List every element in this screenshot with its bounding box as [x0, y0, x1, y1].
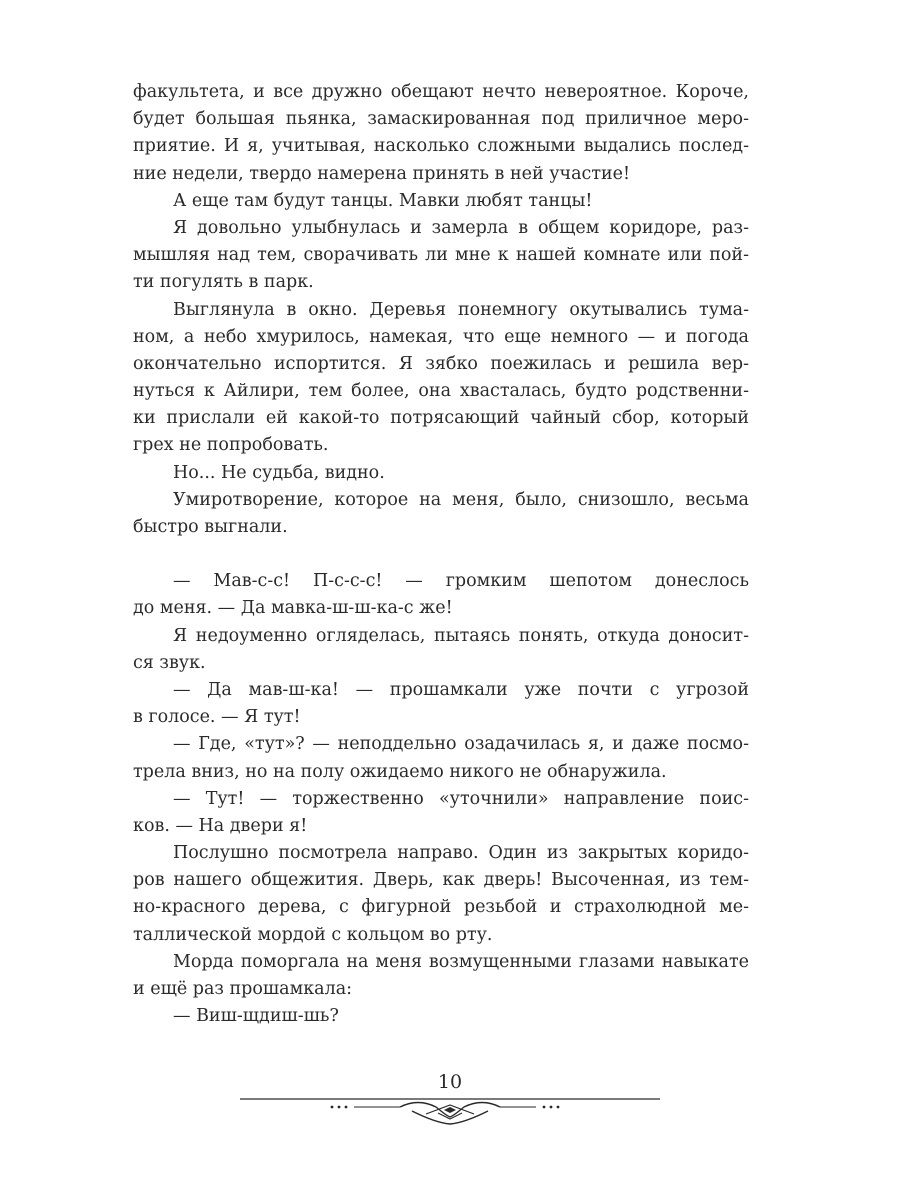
text-line: Выглянула в окно. Деревья понемногу окутывались тума- [173, 299, 749, 320]
text-line: Послушно посмотрела направо. Один из закрытых коридо- [173, 843, 749, 864]
body-text [133, 79, 749, 1030]
text-line: трела вниз, но на полу ожидаемо никого не обнаружила. [133, 761, 667, 782]
section-break [133, 541, 749, 568]
text-line: ся звук. [133, 652, 206, 673]
text-line: в голосе. — Я тут! [133, 707, 301, 728]
text-line: — Виш-щдиш-шь? [173, 1006, 339, 1027]
text-line: Умиротворение, которое на меня, было, снизошло, весьма [173, 489, 749, 510]
text-line: нуться к Айлири, тем более, она хвасталась, будто родственни- [133, 381, 749, 402]
text-line: но-красного дерева, с фигурной резьбой и страхолюдной ме- [133, 897, 749, 918]
text-line: Морда поморгала на меня возмущенными глазами навыкате [173, 951, 749, 972]
text-line: Но... Не судьба, видно. [173, 462, 385, 483]
text-line: и ещё раз прошамкала: [133, 979, 353, 999]
text-line: факультета, и все дружно обещают нечто невероятное. Короче, [133, 82, 749, 102]
text-line: быстро выгнали. [133, 517, 288, 537]
text-line: приятие. И я, учитывая, насколько сложными выдались послед- [133, 136, 749, 157]
text-line: — Тут! — торжественно «уточнили» направление поис- [173, 788, 749, 809]
text-line: таллической мордой с кольцом во рту. [133, 924, 493, 945]
text-line: Я довольно улыбнулась и замерла в общем коридоре, раз- [173, 217, 749, 238]
text-line: ние недели, твердо намерена принять в ней участие! [133, 163, 631, 184]
text-line: окончательно испортится. Я зябко поежилась и решила вер- [133, 353, 749, 374]
text-line: ном, а небо хмурилось, намекая, что еще немного — и погода [133, 326, 749, 347]
text-line: — Где, «тут»? — неподдельно озадачилась я, и даже посмо- [173, 734, 749, 755]
text-line: Я недоуменно огляделась, пытаясь понять, откуда доносит- [173, 625, 749, 646]
footer-ornament-icon [240, 1093, 660, 1129]
page-number: 10 [437, 1071, 463, 1093]
text-line: ки прислали ей какой-то потрясающий чайный сбор, который [133, 408, 749, 429]
text-line: грех не попробовать. [133, 435, 329, 456]
text-line: до меня. — Да мавка-ш-ш-ка-с же! [133, 598, 453, 619]
text-line: ти погулять в парк. [133, 272, 314, 293]
text-line: А еще там будут танцы. Мавки любят танцы! [173, 190, 593, 211]
text-line: будет большая пьянка, замаскированная под приличное меро- [133, 109, 749, 130]
text-line: — Мав-с-с! П-с-с-с! — громким шепотом донеслось [173, 571, 749, 592]
text-line: ров нашего общежития. Дверь, как дверь! Высоченная, из тем- [133, 870, 749, 891]
text-line: ков. — На двери я! [133, 815, 308, 836]
text-line: мышляя над тем, сворачивать ли мне к нашей комнате или пой- [133, 245, 749, 266]
text-line: — Да мав-ш-ка! — прошамкали уже почти с угрозой [173, 679, 749, 700]
